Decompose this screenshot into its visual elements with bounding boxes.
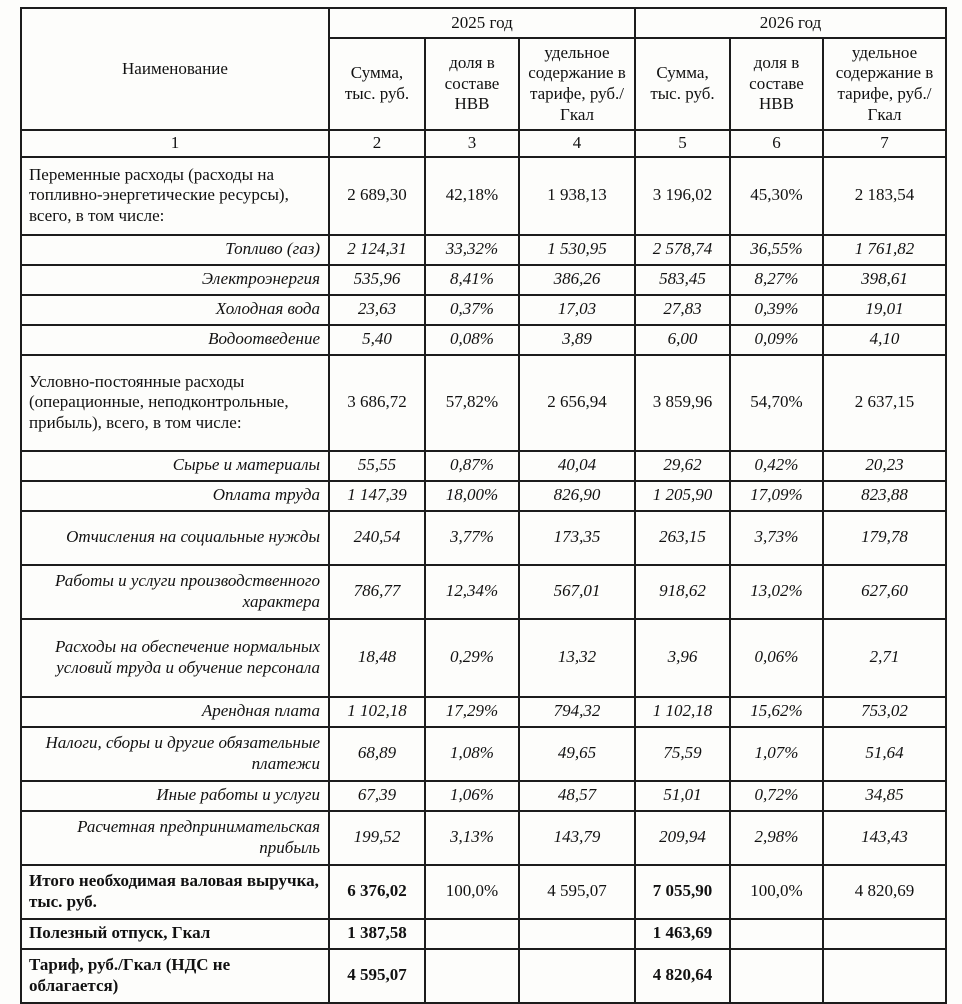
row-value: 57,82% [425, 355, 519, 451]
row-value [425, 949, 519, 1003]
row-value: 0,72% [730, 781, 823, 811]
row-value: 18,00% [425, 481, 519, 511]
row-value: 179,78 [823, 511, 946, 565]
row-value: 2 637,15 [823, 355, 946, 451]
row-value: 1 530,95 [519, 235, 635, 265]
row-value: 1,08% [425, 727, 519, 781]
row-value: 535,96 [329, 265, 425, 295]
table-row [21, 157, 946, 235]
tariff-table [20, 7, 947, 1004]
row-value: 68,89 [329, 727, 425, 781]
row-value: 4 820,69 [823, 865, 946, 919]
row-value: 6,00 [635, 325, 730, 355]
row-value: 48,57 [519, 781, 635, 811]
row-value: 1 205,90 [635, 481, 730, 511]
row-label: Отчисления на социальные нужды [21, 511, 329, 565]
column-header-share-2026: доля в составе НВВ [730, 38, 823, 130]
row-value: 2 656,94 [519, 355, 635, 451]
row-value: 386,26 [519, 265, 635, 295]
row-value: 3,73% [730, 511, 823, 565]
row-value: 753,02 [823, 697, 946, 727]
column-header-unit-2025: удельное содержание в тарифе, руб./Гкал [519, 38, 635, 130]
row-value [823, 949, 946, 1003]
row-value: 42,18% [425, 157, 519, 235]
row-value: 143,43 [823, 811, 946, 865]
row-label: Полезный отпуск, Гкал [21, 919, 329, 949]
table-row [21, 865, 946, 919]
row-value: 7 055,90 [635, 865, 730, 919]
row-value: 918,62 [635, 565, 730, 619]
row-value: 40,04 [519, 451, 635, 481]
row-label: Работы и услуги производственного характера [21, 565, 329, 619]
row-value: 1 387,58 [329, 919, 425, 949]
table-row [21, 619, 946, 697]
row-label: Топливо (газ) [21, 235, 329, 265]
row-label: Расчетная предпринимательская прибыль [21, 811, 329, 865]
row-value: 1,06% [425, 781, 519, 811]
row-value: 67,39 [329, 781, 425, 811]
table-row [21, 511, 946, 565]
row-value: 826,90 [519, 481, 635, 511]
row-value: 12,34% [425, 565, 519, 619]
table-row [21, 811, 946, 865]
row-label: Оплата труда [21, 481, 329, 511]
table-row [21, 727, 946, 781]
year-header-row [21, 8, 946, 38]
row-value: 54,70% [730, 355, 823, 451]
row-value [519, 949, 635, 1003]
column-header-sum-2025: Сумма, тыс. руб. [329, 38, 425, 130]
column-header-name: Наименование [21, 8, 329, 130]
column-number: 3 [425, 130, 519, 157]
row-value: 794,32 [519, 697, 635, 727]
row-value: 55,55 [329, 451, 425, 481]
row-value: 13,32 [519, 619, 635, 697]
row-value: 4 595,07 [519, 865, 635, 919]
row-label: Налоги, сборы и другие обязательные платежи [21, 727, 329, 781]
column-header-sum-2026: Сумма, тыс. руб. [635, 38, 730, 130]
row-value: 173,35 [519, 511, 635, 565]
row-value: 2 183,54 [823, 157, 946, 235]
table-row [21, 919, 946, 949]
table-row [21, 235, 946, 265]
table-row [21, 355, 946, 451]
row-value: 4,10 [823, 325, 946, 355]
row-value: 17,09% [730, 481, 823, 511]
row-value: 27,83 [635, 295, 730, 325]
row-value: 143,79 [519, 811, 635, 865]
table-row [21, 295, 946, 325]
column-number: 2 [329, 130, 425, 157]
row-label: Расходы на обеспечение нормальных условий труда и обучение персонала [21, 619, 329, 697]
row-value: 8,27% [730, 265, 823, 295]
row-value: 100,0% [425, 865, 519, 919]
row-label: Тариф, руб./Гкал (НДС не облагается) [21, 949, 329, 1003]
row-value: 627,60 [823, 565, 946, 619]
column-number: 5 [635, 130, 730, 157]
row-value: 0,08% [425, 325, 519, 355]
row-value: 4 820,64 [635, 949, 730, 1003]
row-value: 19,01 [823, 295, 946, 325]
column-header-share-2025: доля в составе НВВ [425, 38, 519, 130]
table-row [21, 565, 946, 619]
row-value: 3,13% [425, 811, 519, 865]
row-value: 23,63 [329, 295, 425, 325]
row-value: 2 124,31 [329, 235, 425, 265]
row-value: 29,62 [635, 451, 730, 481]
table-row [21, 697, 946, 727]
row-value: 0,39% [730, 295, 823, 325]
row-label: Холодная вода [21, 295, 329, 325]
row-value: 20,23 [823, 451, 946, 481]
row-value: 4 595,07 [329, 949, 425, 1003]
row-value: 17,03 [519, 295, 635, 325]
table-body [21, 157, 946, 1003]
row-value: 199,52 [329, 811, 425, 865]
row-value: 51,01 [635, 781, 730, 811]
row-value: 0,09% [730, 325, 823, 355]
row-value: 263,15 [635, 511, 730, 565]
row-value: 33,32% [425, 235, 519, 265]
row-value: 567,01 [519, 565, 635, 619]
row-value: 8,41% [425, 265, 519, 295]
row-value: 3,96 [635, 619, 730, 697]
table-row [21, 949, 946, 1003]
row-label: Сырье и материалы [21, 451, 329, 481]
row-label: Электроэнергия [21, 265, 329, 295]
row-value: 1 147,39 [329, 481, 425, 511]
row-value: 45,30% [730, 157, 823, 235]
row-value: 49,65 [519, 727, 635, 781]
year-header-2026: 2026 год [635, 8, 946, 38]
row-value: 1 761,82 [823, 235, 946, 265]
row-value: 1,07% [730, 727, 823, 781]
row-value: 209,94 [635, 811, 730, 865]
row-value: 100,0% [730, 865, 823, 919]
row-value [823, 919, 946, 949]
row-label: Условно-постоянные расходы (операционные, неподконтрольные, прибыль), всего, в том числе: [21, 355, 329, 451]
row-value: 3,77% [425, 511, 519, 565]
row-value: 13,02% [730, 565, 823, 619]
row-value: 240,54 [329, 511, 425, 565]
row-value: 3 196,02 [635, 157, 730, 235]
row-value: 1 938,13 [519, 157, 635, 235]
row-value: 1 102,18 [329, 697, 425, 727]
row-value: 823,88 [823, 481, 946, 511]
row-value: 0,87% [425, 451, 519, 481]
row-value: 2 689,30 [329, 157, 425, 235]
column-number: 4 [519, 130, 635, 157]
row-value [730, 949, 823, 1003]
row-value: 17,29% [425, 697, 519, 727]
row-value: 2,71 [823, 619, 946, 697]
table-row [21, 781, 946, 811]
row-value: 2,98% [730, 811, 823, 865]
column-number: 6 [730, 130, 823, 157]
row-label: Арендная плата [21, 697, 329, 727]
row-value: 2 578,74 [635, 235, 730, 265]
row-value: 6 376,02 [329, 865, 425, 919]
row-value [730, 919, 823, 949]
row-value: 36,55% [730, 235, 823, 265]
row-value: 1 102,18 [635, 697, 730, 727]
table-row [21, 325, 946, 355]
row-value: 3 859,96 [635, 355, 730, 451]
row-value [425, 919, 519, 949]
row-value: 51,64 [823, 727, 946, 781]
column-number: 7 [823, 130, 946, 157]
row-value: 0,42% [730, 451, 823, 481]
row-label: Иные работы и услуги [21, 781, 329, 811]
row-value [519, 919, 635, 949]
row-value: 18,48 [329, 619, 425, 697]
table-row [21, 481, 946, 511]
row-value: 15,62% [730, 697, 823, 727]
row-value: 786,77 [329, 565, 425, 619]
row-value: 398,61 [823, 265, 946, 295]
column-header-unit-2026: удельное содержание в тарифе, руб./Гкал [823, 38, 946, 130]
table-row [21, 265, 946, 295]
row-value: 1 463,69 [635, 919, 730, 949]
row-value: 0,29% [425, 619, 519, 697]
row-label: Итого необходимая валовая выручка, тыс. руб. [21, 865, 329, 919]
row-label: Переменные расходы (расходы на топливно-энергетические ресурсы), всего, в том числе: [21, 157, 329, 235]
table-row [21, 451, 946, 481]
row-value: 3,89 [519, 325, 635, 355]
row-value: 0,37% [425, 295, 519, 325]
column-number: 1 [21, 130, 329, 157]
row-value: 583,45 [635, 265, 730, 295]
row-value: 5,40 [329, 325, 425, 355]
row-value: 75,59 [635, 727, 730, 781]
row-label: Водоотведение [21, 325, 329, 355]
row-value: 3 686,72 [329, 355, 425, 451]
row-value: 0,06% [730, 619, 823, 697]
row-value: 34,85 [823, 781, 946, 811]
year-header-2025: 2025 год [329, 8, 635, 38]
column-number-row [21, 130, 946, 157]
